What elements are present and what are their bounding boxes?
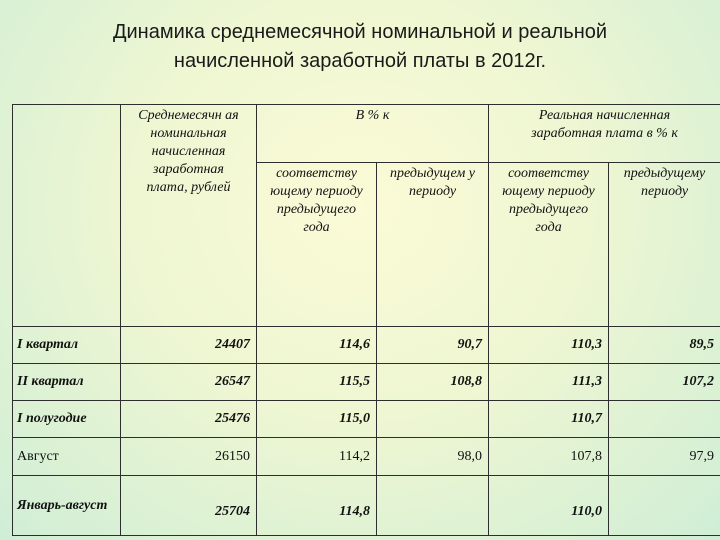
row-label: I квартал	[13, 327, 121, 364]
cell-pct-previous-period: 108,8	[377, 364, 489, 401]
table-row	[13, 438, 720, 476]
cell-real-previous-period	[609, 401, 720, 438]
page-title	[40, 18, 680, 76]
cell-pct-previous-period: 90,7	[377, 327, 489, 364]
cell-real-same-period: 110,0	[489, 476, 609, 536]
cell-nominal-wage: 26150	[121, 438, 257, 476]
cell-pct-same-period: 115,0	[257, 401, 377, 438]
cell-pct-previous-period: 98,0	[377, 438, 489, 476]
header-percent-group: В % к	[257, 105, 489, 163]
header-real-wage-group: Реальная начисленная заработная плата в % к	[489, 105, 720, 163]
cell-pct-previous-period	[377, 476, 489, 536]
wage-table	[12, 104, 720, 536]
cell-pct-same-period: 114,2	[257, 438, 377, 476]
title-line-2: начисленной заработной платы в 2012г.	[173, 50, 547, 72]
cell-real-same-period: 111,3	[489, 364, 609, 401]
row-label: II квартал	[13, 364, 121, 401]
table-row	[13, 401, 720, 438]
table-row	[13, 364, 720, 401]
cell-real-previous-period: 107,2	[609, 364, 720, 401]
row-label: I полугодие	[13, 401, 121, 438]
cell-real-previous-period	[609, 476, 720, 536]
cell-nominal-wage: 24407	[121, 327, 257, 364]
cell-real-previous-period: 97,9	[609, 438, 720, 476]
header-pct-previous-period: предыдущем у периоду	[377, 163, 489, 327]
table-row	[13, 476, 720, 536]
cell-real-previous-period: 89,5	[609, 327, 720, 364]
cell-pct-previous-period	[377, 401, 489, 438]
header-corner-cell	[13, 105, 121, 327]
header-nominal-wage: Среднемесячн ая номинальная начисленная заработная плата, рублей	[121, 105, 257, 327]
header-pct-same-period: соответству ющему периоду предыдущего года	[257, 163, 377, 327]
cell-pct-same-period: 114,8	[257, 476, 377, 536]
header-real-previous-period: предыдущему периоду	[609, 163, 720, 327]
cell-real-same-period: 110,3	[489, 327, 609, 364]
cell-pct-same-period: 115,5	[257, 364, 377, 401]
cell-nominal-wage: 26547	[121, 364, 257, 401]
cell-real-same-period: 110,7	[489, 401, 609, 438]
header-real-same-period: соответству ющему периоду предыдущего года	[489, 163, 609, 327]
row-label: Январь-август	[13, 476, 121, 536]
row-label: Август	[13, 438, 121, 476]
cell-nominal-wage: 25704	[121, 476, 257, 536]
cell-nominal-wage: 25476	[121, 401, 257, 438]
cell-pct-same-period: 114,6	[257, 327, 377, 364]
table-row	[13, 327, 720, 364]
cell-real-same-period: 107,8	[489, 438, 609, 476]
title-line-1: Динамика среднемесячной номинальной и реальной	[112, 21, 608, 43]
header-row-1	[13, 105, 720, 163]
